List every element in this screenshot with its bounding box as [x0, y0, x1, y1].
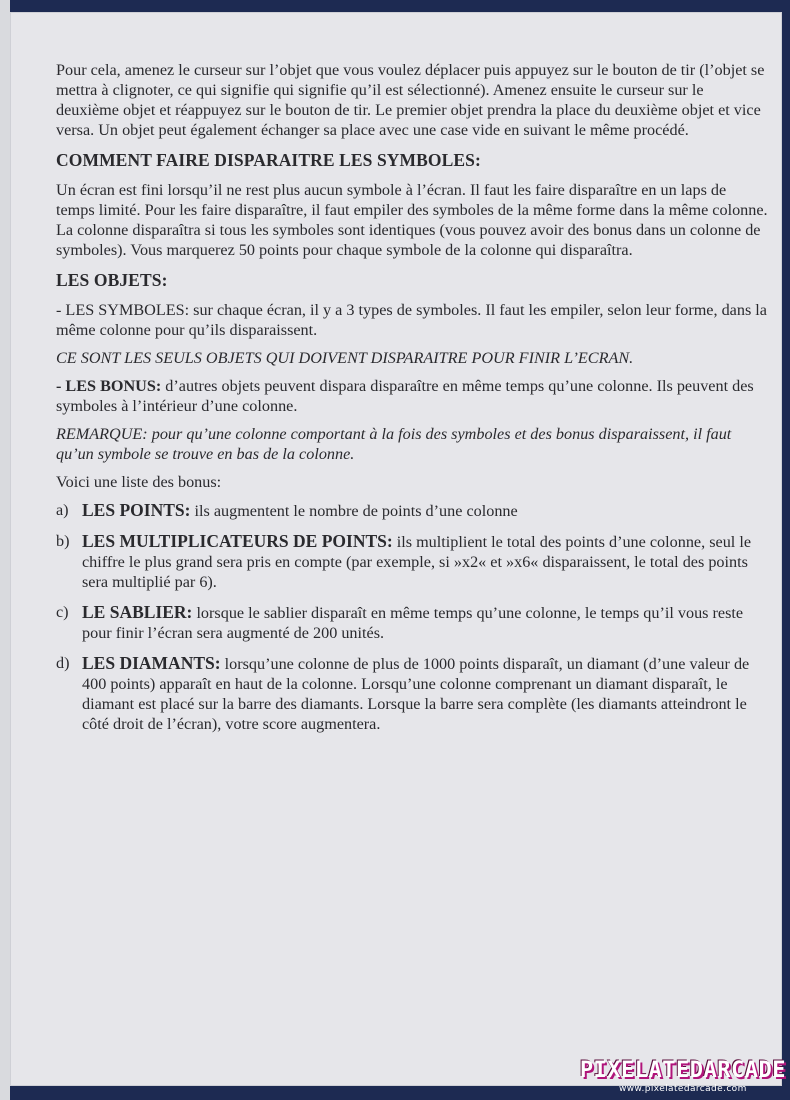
remarque-note: REMARQUE: pour qu’une colonne comportant à la fois des symboles et des bonus disparaissent, il faut qu’un symbole se trouve en bas de la colonne. [56, 425, 732, 463]
symboles-description: - LES SYMBOLES: sur chaque écran, il y a 3 types de symboles. Il faut les empiler, selon leur forme, dans la même colonne pour qu’ils disparaissent. [56, 301, 767, 339]
list-title: LES MULTIPLICATEURS DE POINTS: [82, 531, 393, 551]
list-letter: a) [56, 501, 69, 519]
list-text: ils multiplient le total des points d’une colonne, seul le chiffre le plus grand sera pris en compte (par exemple, si »x2« et »x6« disparaissent, le total des points sera multiplié par 6). [82, 533, 752, 591]
caps-note: CE SONT LES SEULS OBJETS QUI DOIVENT DISPARAITRE POUR FINIR L’ECRAN. [56, 349, 634, 367]
watermark-url: www.pixelatedarcade.com [619, 1084, 747, 1094]
list-item [56, 531, 768, 592]
list-letter: d) [56, 654, 70, 672]
list-letter: c) [56, 603, 69, 621]
list-item [56, 653, 768, 734]
list-title: LES POINTS: [82, 500, 191, 520]
list-item [56, 500, 768, 521]
intro-paragraph: Pour cela, amenez le curseur sur l’objet que vous voulez déplacer puis appuyez sur le bouton de tir (l’objet se mettra à clignoter, ce qui signifie qui signifie qu’il est sélectionné). Amenez ensuite le curseur sur le deuxième objet et réappuyez sur le bouton de tir. Le premier objet prendra la place du deuxième objet et vice versa. Un objet peut également échanger sa place avec une case vide en suivant le même procédé. [56, 61, 765, 139]
page-content [56, 60, 768, 744]
bonus-text: d’autres objets peuvent dispara disparaître en même temps qu’une colonne. Ils peuvent des symboles à l’intérieur d’une colonne. [56, 377, 754, 415]
watermark-title: PIXELATEDARCADE [579, 1058, 786, 1083]
list-title: LE SABLIER: [82, 602, 193, 622]
list-body [82, 500, 768, 521]
list-text: lorsqu’une colonne de plus de 1000 points disparaît, un diamant (d’une valeur de 400 points) apparaît en haut de la colonne. Lorsqu’une colonne comprenant un diamant disparaît, le diamant est placé sur la barre des diamants. Lorsque la barre sera complète (les diamants atteindront le côté droit de l’écran), votre score augmentera. [82, 655, 750, 733]
symboles-paragraph: Un écran est fini lorsqu’il ne rest plus aucun symbole à l’écran. Il faut les faire disparaître en un laps de temps limité. Pour les faire disparaître, il faut empiler des symboles de la même forme dans la même colonne. La colonne disparaîtra si tous les symboles sont identiques (vous pouvez avoir des bonus dans un colonne de symboles). Vous marquerez 50 points pour chaque symbole de la colonne qui disparaîtra. [56, 181, 768, 259]
bonus-label: - LES BONUS: [56, 377, 162, 395]
section-heading-symboles: COMMENT FAIRE DISPARAITRE LES SYMBOLES: [56, 150, 481, 170]
section-heading-objets: LES OBJETS: [56, 270, 168, 290]
manual-page [10, 12, 782, 1086]
list-body [82, 653, 768, 734]
list-item [56, 602, 768, 643]
list-text: lorsque le sablier disparaît en même temps qu’une colonne, le temps qu’il vous reste pour finir l’écran sera augmenté de 200 unités. [82, 604, 744, 642]
list-body [82, 531, 768, 592]
list-body [82, 602, 768, 643]
list-text: ils augmentent le nombre de points d’une colonne [190, 502, 518, 520]
site-watermark [580, 1058, 786, 1094]
list-title: LES DIAMANTS: [82, 653, 221, 673]
bonus-list-intro: Voici une liste des bonus: [56, 473, 222, 491]
page-binding-edge [0, 0, 10, 1100]
list-letter: b) [56, 532, 70, 550]
bonus-description [56, 376, 768, 416]
